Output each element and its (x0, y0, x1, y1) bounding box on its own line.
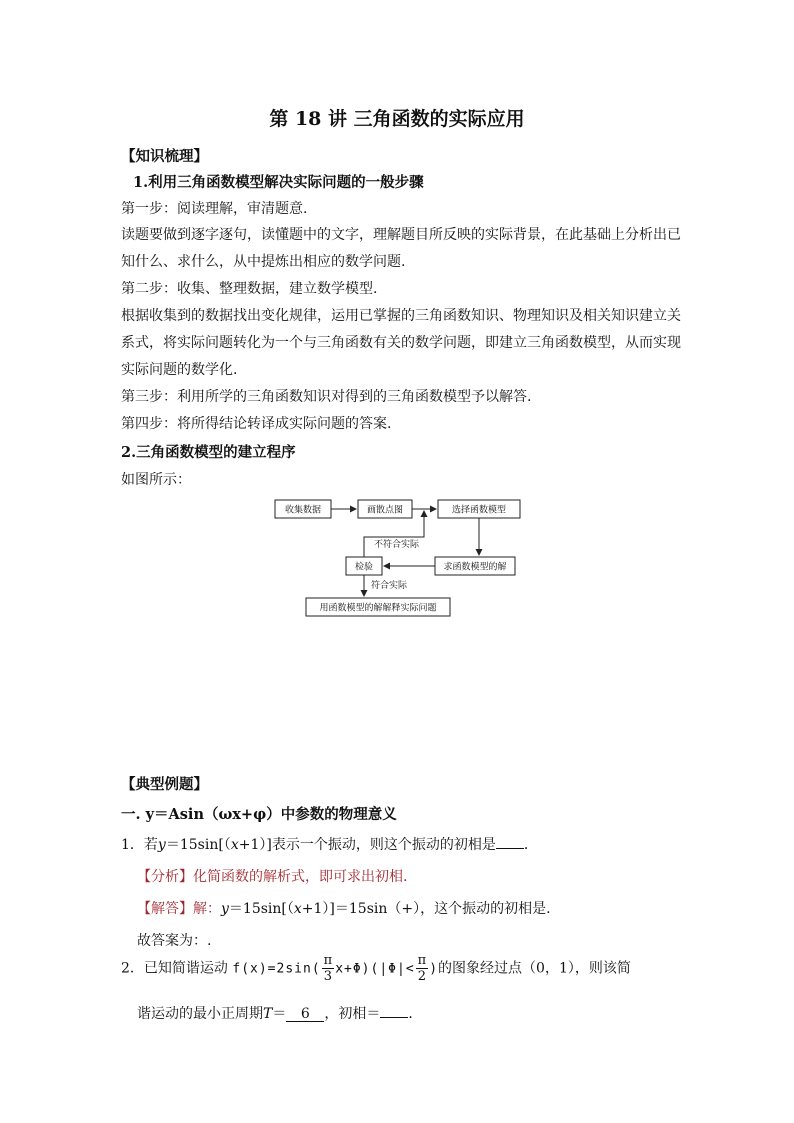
question-2-number: 2． (121, 960, 144, 977)
formula-part-a: f(x)=2sin( (232, 961, 321, 977)
label-not-fit: 不符合实际 (374, 540, 420, 550)
answer-label: 【解答】 (137, 901, 193, 917)
box-scatter-plot (358, 500, 412, 518)
subheading-procedure: 2.三角函数模型的建立程序 (121, 444, 296, 461)
analysis-text: 化简函数的解析式，即可求出初相. (193, 869, 408, 885)
step-2: 第二步：收集、整理数据，建立数学模型. (121, 281, 378, 297)
question-2-text-b: 的图象经过点（0，1），则该简 (438, 960, 631, 977)
box-explain-label: 用函数模型的解解释实际问题 (319, 603, 437, 614)
analysis-label: 【分析】 (137, 869, 193, 885)
formula-part-c: ) (429, 961, 439, 977)
examples-header: 【典型例题】 (121, 776, 208, 793)
question-2-end: ． (408, 1006, 423, 1022)
formula-part-b: x+Φ)(|Φ|< (335, 961, 415, 977)
box-check (346, 557, 382, 575)
question-1-number: 1． (121, 837, 144, 853)
answer-text-a: 解： (193, 901, 221, 917)
answer-text-b: ＝15sin[（ (228, 901, 294, 917)
knowledge-header: 【知识梳理】 (121, 148, 208, 165)
step-1-desc-2: 知什么、求什么，从中提炼出相应的数学问题. (121, 254, 406, 270)
section-1-heading: 一. y＝Asin（ωx+φ）中参数的物理意义 (121, 806, 397, 823)
question-1 (121, 834, 538, 854)
box-scatter-label: 画散点图 (366, 505, 404, 516)
step-2-desc-2: 系式，将实际问题转化为一个与三角函数有关的数学问题，即建立三角函数模型，从而实现 (121, 335, 681, 351)
label-fit: 符合实际 (371, 581, 408, 591)
question-1-end: ． (523, 837, 538, 853)
page-title: 第 18 讲 三角函数的实际应用 (269, 108, 525, 130)
question-1-text-a: 若 (143, 837, 158, 853)
box-collect-data (275, 500, 331, 518)
question-2-line-1 (121, 953, 631, 984)
period-answer-blank[interactable]: 6 (286, 1007, 324, 1022)
box-choose-label: 选择函数模型 (451, 505, 507, 516)
box-solve-model (435, 557, 515, 575)
var-T: T (263, 1006, 273, 1022)
fraction-numerator: π (323, 953, 333, 968)
subheading-steps: 1.利用三角函数模型解决实际问题的一般步骤 (133, 174, 424, 191)
step-4: 第四步：将所得结论转译成实际问题的答案. (121, 416, 392, 432)
box-collect-label: 收集数据 (284, 505, 322, 516)
question-2-text-c: 谐运动的最小正周期 (137, 1006, 263, 1022)
fraction-numerator: π (417, 953, 427, 968)
answer-var-y: y (221, 901, 229, 917)
fraction-denominator: 2 (417, 969, 427, 984)
fraction-pi-over-2 (416, 953, 429, 984)
figure-intro: 如图所示： (121, 472, 191, 488)
step-2-desc-1: 根据收集到的数据找出变化规律，运用已掌握的三角函数知识、物理知识及相关知识建立关 (121, 308, 681, 324)
question-2-line-2 (137, 1003, 422, 1023)
question-1-text-b: ＝15sin[（ (165, 837, 231, 853)
answer-line (137, 898, 551, 918)
step-1: 第一步：阅读理解，审清题意. (121, 201, 308, 217)
step-1-desc-1: 读题要做到逐字逐句，读懂题中的文字，理解题目所反映的实际背景，在此基础上分析出已 (121, 227, 681, 243)
phase-answer-blank[interactable] (380, 1017, 408, 1018)
fraction-pi-over-3 (322, 953, 335, 984)
fraction-denominator: 3 (323, 969, 333, 984)
question-2-text-e: ，初相＝ (324, 1006, 381, 1022)
answer-text-c: +1）]＝15sin（+），这个振动的初相是. (301, 901, 551, 917)
step-3: 第三步：利用所学的三角函数知识对得到的三角函数模型予以解答. (121, 389, 532, 405)
question-2-text-a: 已知简谐运动 (143, 960, 228, 977)
answer-var-x: x (293, 901, 302, 917)
question-1-text-c: +1）]表示一个振动，则这个振动的初相是 (238, 837, 496, 853)
box-check-label: 检验 (354, 562, 374, 573)
box-solve-label: 求函数模型的解 (443, 562, 507, 573)
var-y: y (157, 837, 166, 853)
question-2-text-d: ＝ (272, 1006, 287, 1022)
answer-blank[interactable] (496, 848, 524, 849)
box-explain (306, 598, 450, 616)
analysis-line (137, 866, 407, 886)
var-x: x (230, 837, 239, 853)
box-choose-model (438, 500, 520, 518)
step-2-desc-3: 实际问题的数学化. (121, 362, 238, 378)
final-answer: 故答案为：. (137, 933, 212, 949)
